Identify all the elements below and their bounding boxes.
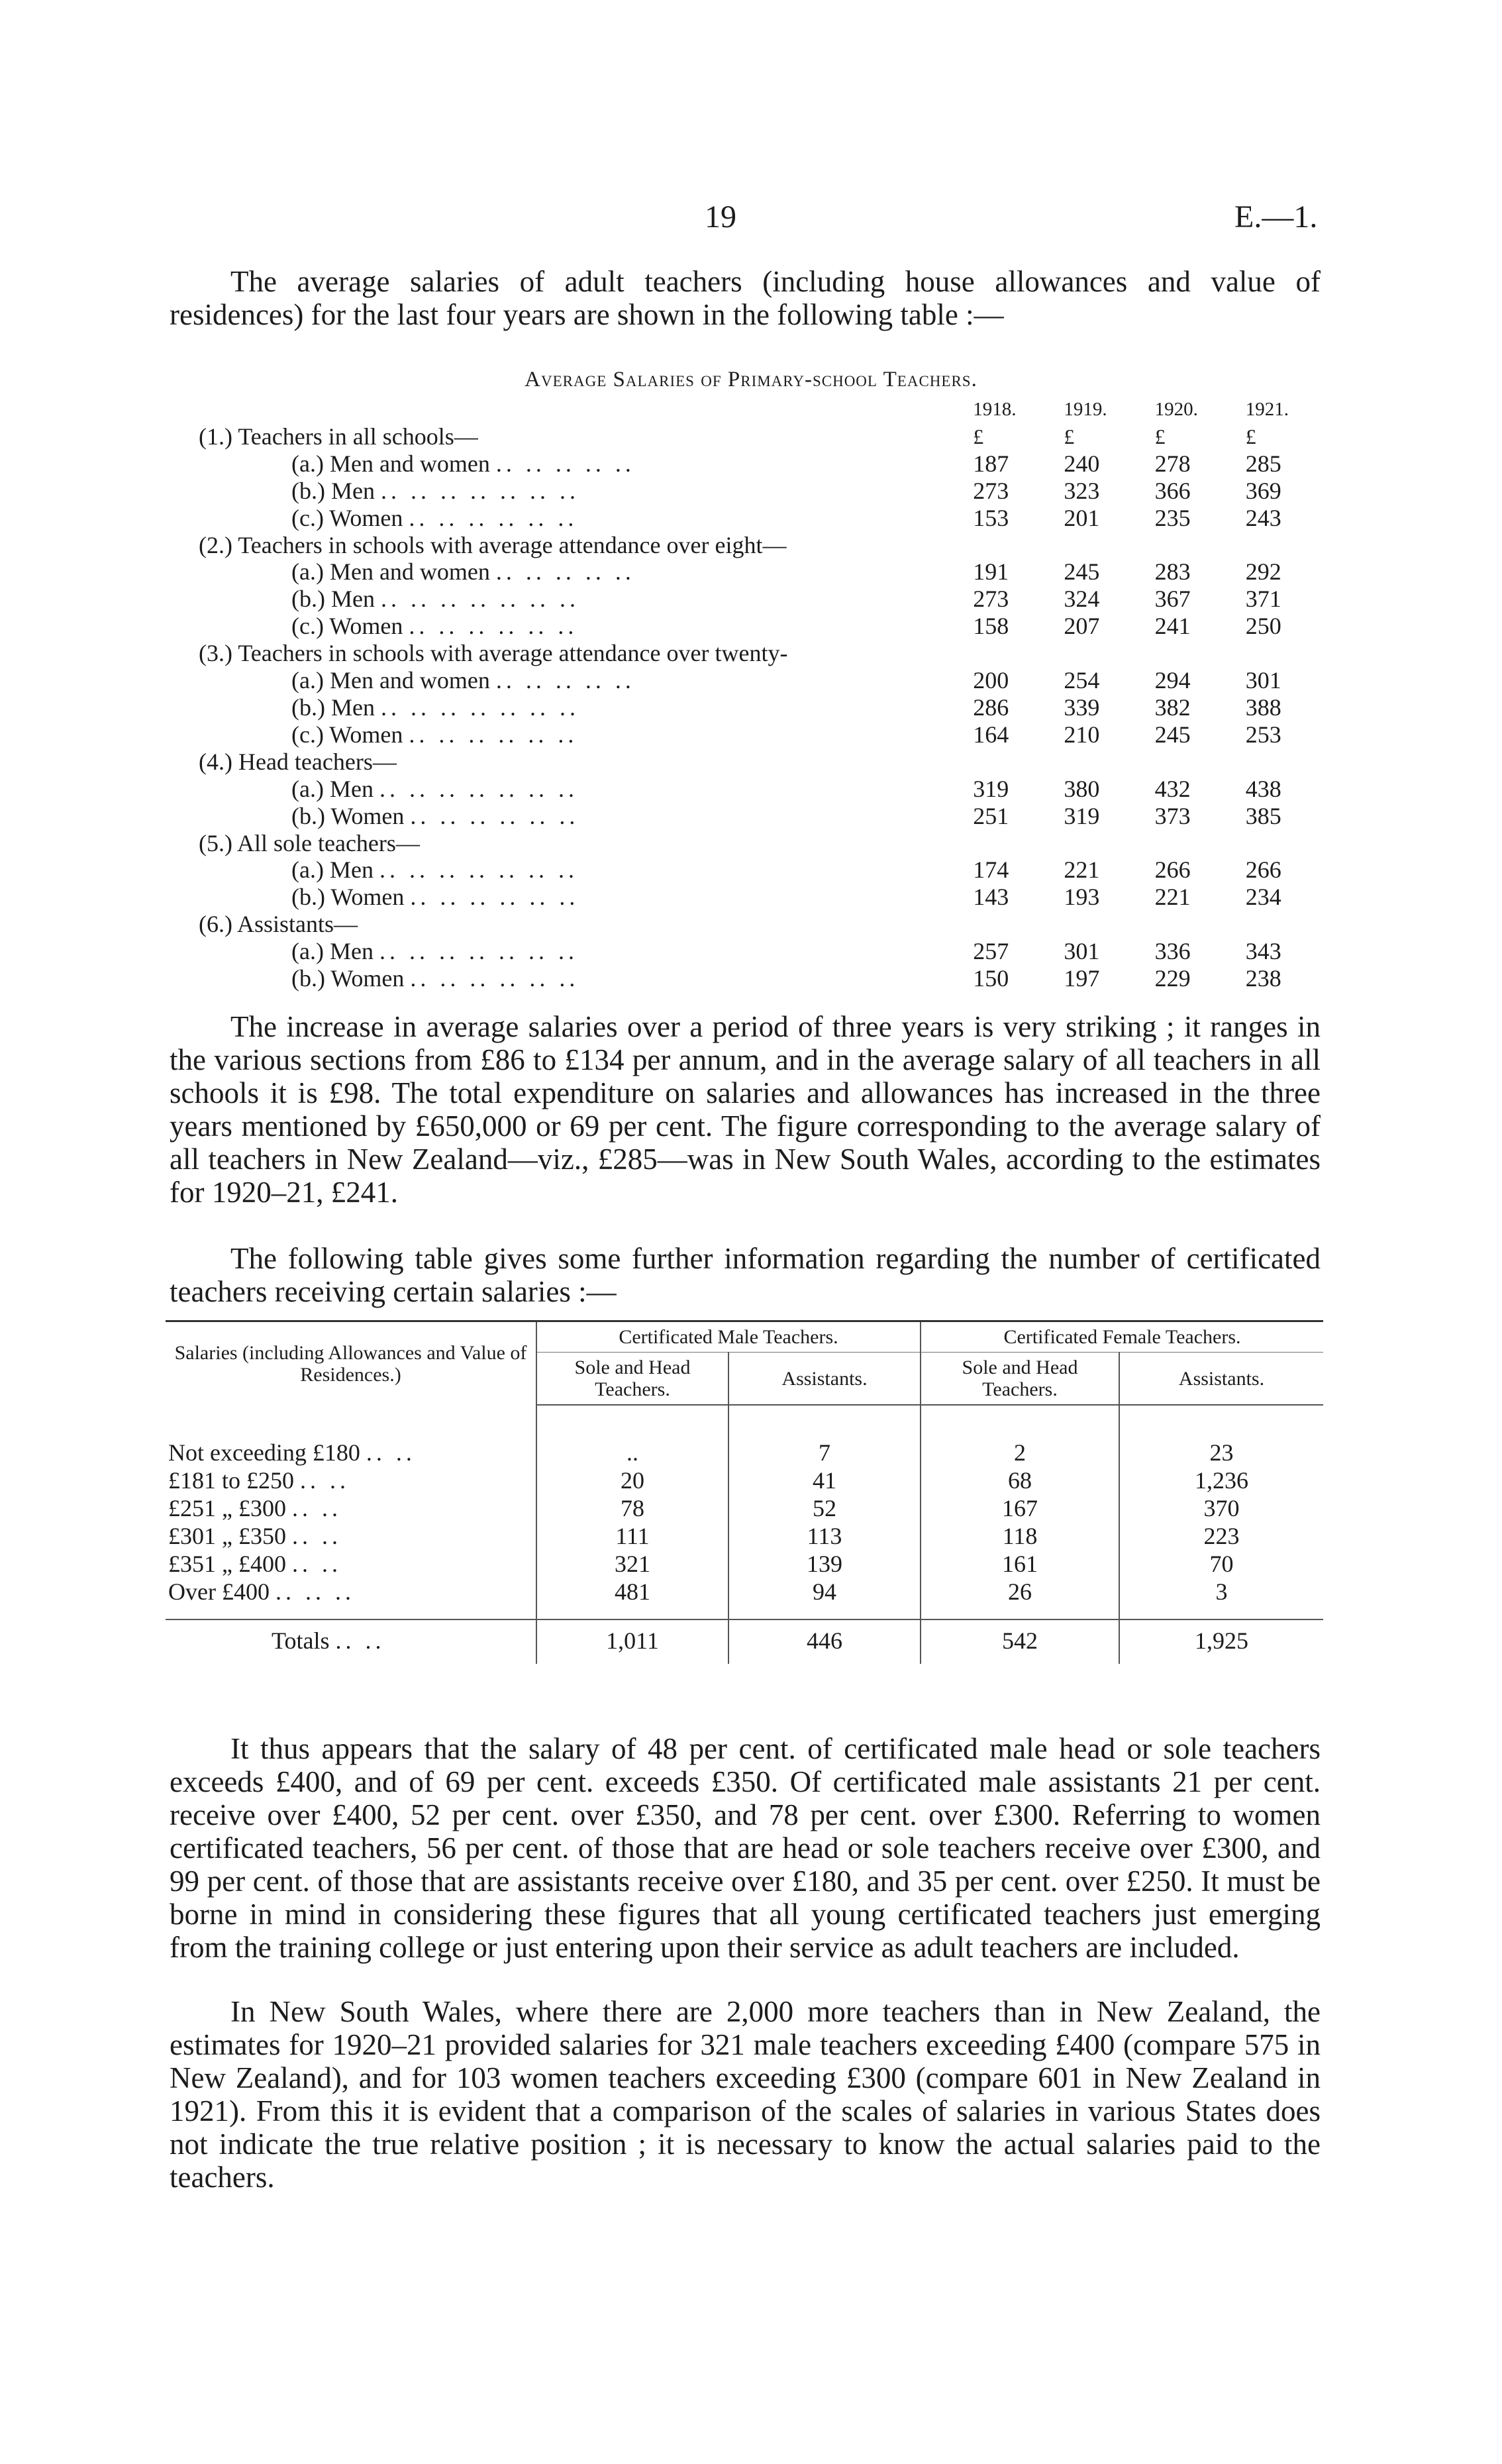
row-label: £181 to £250 .. ..	[168, 1467, 350, 1494]
table-row	[199, 938, 1325, 965]
cell-value: 243	[1245, 504, 1281, 531]
cell-value: 197	[1064, 965, 1100, 992]
paragraph-table-intro: The following table gives some further information regarding the number of certificated teachers receiving certain salaries :—	[170, 1242, 1321, 1308]
male-assistants-header: Assistants.	[728, 1353, 921, 1406]
cell-value: 385	[1245, 802, 1281, 829]
cell-value: ..	[536, 1405, 728, 1466]
cell-value: 292	[1245, 558, 1281, 586]
total-value: 542	[921, 1619, 1119, 1664]
row-label: Over £400 .. .. ..	[168, 1578, 355, 1605]
cell-value: 321	[536, 1550, 728, 1578]
cell-value: 150	[973, 965, 1009, 992]
female-sole-header: Sole and Head Teachers.	[921, 1353, 1119, 1406]
cell-value: 164	[973, 721, 1009, 748]
total-value: 446	[728, 1619, 921, 1664]
table-row	[199, 721, 1325, 748]
paragraph-salary-increase: The increase in average salaries over a period of three years is very striking ; it ranges in the various sections from £86 to £134 per annum, and in the average salary of all teachers in all schools it is £98. The total expenditure on salaries and allowances has increased in the three years mentioned by £650,000 or 69 per cent. The figure corresponding to the average salary of all teachers in New Zealand—viz., £285—was in New South Wales, according to the estimates for 1920–21, £241.	[170, 1010, 1321, 1209]
table-row	[199, 965, 1325, 992]
row-label: (b.) Men .. .. .. .. .. .. ..	[291, 477, 579, 504]
cell-value: 438	[1245, 775, 1281, 802]
cell-value: 111	[536, 1522, 728, 1550]
table-row	[199, 505, 1325, 532]
table-row	[199, 803, 1325, 830]
cell-value: 324	[1064, 586, 1100, 613]
group-label: (3.) Teachers in schools with average attendance over twenty-	[199, 640, 788, 667]
cell-value: 286	[973, 693, 1009, 721]
cell-value: 223	[1119, 1522, 1323, 1550]
group-label: (4.) Head teachers—	[199, 748, 397, 775]
cell-value: 68	[921, 1466, 1119, 1494]
cell-value: 301	[1064, 938, 1100, 965]
table-row	[199, 667, 1325, 694]
row-label: (a.) Men and women .. .. .. .. ..	[291, 450, 635, 477]
cell-value: 273	[973, 477, 1009, 504]
cell-value: 26	[921, 1578, 1119, 1619]
cell-value: 23	[1119, 1405, 1323, 1466]
year-header: 1918.	[973, 399, 1017, 420]
page-number: 19	[705, 199, 736, 234]
cell-value: 20	[536, 1466, 728, 1494]
cell-value: 367	[1154, 586, 1191, 613]
male-sole-header: Sole and Head Teachers.	[536, 1353, 728, 1406]
row-label: (c.) Women .. .. .. .. .. ..	[291, 721, 578, 748]
cell-value: 3	[1119, 1578, 1323, 1619]
cell-value: 221	[1064, 856, 1100, 884]
cell-value: 1,236	[1119, 1466, 1323, 1494]
cell-value: 245	[1064, 558, 1100, 586]
cell-value: 158	[973, 613, 1009, 640]
year-header: 1919.	[1064, 399, 1107, 420]
table-row	[199, 856, 1325, 884]
group-label: (6.) Assistants—	[199, 911, 358, 938]
group-row	[199, 640, 1325, 667]
row-label: (b.) Women .. .. .. .. .. ..	[291, 802, 579, 829]
table1-title: Average Salaries of Primary-school Teachers.	[525, 368, 977, 391]
cell-value: 380	[1064, 775, 1100, 802]
cell-value: 235	[1154, 504, 1191, 531]
group-label: (5.) All sole teachers—	[199, 829, 420, 856]
female-assistants-header: Assistants.	[1119, 1353, 1323, 1406]
cell-value: 319	[973, 775, 1009, 802]
cell-value: 167	[921, 1494, 1119, 1522]
currency-mark: £	[1064, 424, 1075, 448]
table-row	[166, 1466, 1323, 1494]
cell-value: 113	[728, 1522, 921, 1550]
row-label: (a.) Men .. .. .. .. .. .. ..	[291, 856, 578, 884]
cell-value: 7	[728, 1405, 921, 1466]
cell-value: 174	[973, 856, 1009, 884]
cell-value: 343	[1245, 938, 1281, 965]
cell-value: 366	[1154, 477, 1191, 504]
cell-value: 301	[1245, 667, 1281, 694]
cell-value: 266	[1154, 856, 1191, 884]
certificated-teachers-table	[166, 1320, 1323, 1664]
cell-value: 143	[973, 884, 1009, 911]
cell-value: 323	[1064, 477, 1100, 504]
row-label: (b.) Women .. .. .. .. .. ..	[291, 965, 579, 992]
series-code: E.—1.	[1234, 199, 1318, 234]
table-row	[166, 1405, 1323, 1466]
table-row	[166, 1522, 1323, 1550]
row-label: (b.) Men .. .. .. .. .. .. ..	[291, 693, 579, 721]
cell-value: 187	[973, 450, 1009, 477]
year-header-row	[199, 396, 1325, 423]
totals-label: Totals .. ..	[166, 1619, 536, 1664]
cell-value: 388	[1245, 693, 1281, 721]
cell-value: 221	[1154, 884, 1191, 911]
total-value: 1,011	[536, 1619, 728, 1664]
cell-value: 200	[973, 667, 1009, 694]
table-row	[199, 884, 1325, 911]
cell-value: 294	[1154, 667, 1191, 694]
total-value: 1,925	[1119, 1619, 1323, 1664]
cell-value: 94	[728, 1578, 921, 1619]
row-label: Not exceeding £180 .. ..	[168, 1439, 416, 1466]
cell-value: 240	[1064, 450, 1100, 477]
cell-value: 70	[1119, 1550, 1323, 1578]
cell-value: 139	[728, 1550, 921, 1578]
cell-value: 432	[1154, 775, 1191, 802]
average-salaries-table	[199, 396, 1325, 992]
group-row	[199, 830, 1325, 857]
table-row	[199, 694, 1325, 721]
cell-value: 253	[1245, 721, 1281, 748]
row-label: £301 „ £350 .. ..	[168, 1523, 342, 1549]
table-row	[166, 1550, 1323, 1578]
group-label: (2.) Teachers in schools with average attendance over eight—	[199, 531, 787, 558]
group-label: (1.) Teachers in all schools—	[199, 423, 478, 450]
cell-value: 207	[1064, 613, 1100, 640]
currency-mark: £	[1245, 424, 1256, 448]
group-row	[199, 748, 1325, 776]
row-label: (b.) Men .. .. .. .. .. .. ..	[291, 586, 579, 613]
cell-value: 481	[536, 1578, 728, 1619]
group-row	[199, 911, 1325, 938]
cell-value: 52	[728, 1494, 921, 1522]
cell-value: 283	[1154, 558, 1191, 586]
row-label: (a.) Men .. .. .. .. .. .. ..	[291, 938, 578, 965]
cell-value: 191	[973, 558, 1009, 586]
row-label: (c.) Women .. .. .. .. .. ..	[291, 504, 578, 531]
currency-mark: £	[973, 424, 984, 448]
cell-value: 78	[536, 1494, 728, 1522]
table-row	[199, 558, 1325, 586]
cell-value: 273	[973, 586, 1009, 613]
cell-value: 250	[1245, 613, 1281, 640]
cell-value: 41	[728, 1466, 921, 1494]
table-row	[199, 450, 1325, 478]
cell-value: 161	[921, 1550, 1119, 1578]
paragraph-analysis: It thus appears that the salary of 48 per cent. of certificated male head or sole teachers exceeds £400, and of 69 per cent. exceeds £350. Of certificated male assistants 21 per cent. receive over £400, 52 per cent. over £350, and 78 per cent. over £300. Referring to women certificated teachers, 56 per cent. of those that are head or sole teachers receive over £300, and 99 per cent. of those that are assistants receive over £180, and 35 per cent. over £250. It must be borne in mind in considering these figures that all young certificated teachers just emerging from the training college or just entering upon their service as adult teachers are included.	[170, 1732, 1321, 1964]
year-header: 1920.	[1154, 399, 1198, 420]
cell-value: 285	[1245, 450, 1281, 477]
table-row	[166, 1494, 1323, 1522]
paragraph-nsw-comparison: In New South Wales, where there are 2,000 more teachers than in New Zealand, the estimates for 1920–21 provided salaries for 321 male teachers exceeding £400 (compare 575 in New Zealand), and for 103 women teachers exceeding £300 (compare 601 in New Zealand in 1921). From this it is evident that a comparison of the scales of salaries in various States does not indicate the true relative position ; it is necessary to know the actual salaries paid to the teachers.	[170, 1995, 1321, 2194]
table-row	[199, 586, 1325, 613]
salary-column-header: Salaries (including Allowances and Value of Residences.)	[166, 1321, 536, 1406]
totals-row	[166, 1619, 1323, 1664]
cell-value: 234	[1245, 884, 1281, 911]
cell-value: 251	[973, 802, 1009, 829]
row-label: (b.) Women .. .. .. .. .. ..	[291, 884, 579, 911]
cell-value: 370	[1119, 1494, 1323, 1522]
cell-value: 241	[1154, 613, 1191, 640]
row-label: (c.) Women .. .. .. .. .. ..	[291, 613, 578, 640]
cell-value: 201	[1064, 504, 1100, 531]
cell-value: 339	[1064, 693, 1100, 721]
cell-value: 373	[1154, 802, 1191, 829]
table-row	[166, 1578, 1323, 1619]
group-row	[199, 532, 1325, 559]
cell-value: 382	[1154, 693, 1191, 721]
group-row	[199, 423, 1325, 450]
row-label: (a.) Men .. .. .. .. .. .. ..	[291, 775, 578, 802]
cell-value: 2	[921, 1405, 1119, 1466]
year-header: 1921.	[1245, 399, 1289, 420]
table-row	[199, 478, 1325, 505]
cell-value: 371	[1245, 586, 1281, 613]
cell-value: 193	[1064, 884, 1100, 911]
cell-value: 257	[973, 938, 1009, 965]
cell-value: 254	[1064, 667, 1100, 694]
cell-value: 118	[921, 1522, 1119, 1550]
female-group-header: Certificated Female Teachers.	[921, 1321, 1323, 1353]
table-row	[199, 613, 1325, 640]
table-row	[199, 776, 1325, 803]
cell-value: 266	[1245, 856, 1281, 884]
row-label: £251 „ £300 .. ..	[168, 1495, 342, 1521]
cell-value: 229	[1154, 965, 1191, 992]
cell-value: 210	[1064, 721, 1100, 748]
currency-mark: £	[1154, 424, 1166, 448]
male-group-header: Certificated Male Teachers.	[536, 1321, 921, 1353]
cell-value: 153	[973, 504, 1009, 531]
cell-value: 319	[1064, 802, 1100, 829]
intro-paragraph: The average salaries of adult teachers (including house allowances and value of residences) for the last four years are shown in the following table :—	[170, 265, 1321, 331]
row-label: (a.) Men and women .. .. .. .. ..	[291, 558, 635, 586]
row-label: £351 „ £400 .. ..	[168, 1551, 342, 1577]
row-label: (a.) Men and women .. .. .. .. ..	[291, 667, 635, 694]
cell-value: 245	[1154, 721, 1191, 748]
cell-value: 369	[1245, 477, 1281, 504]
cell-value: 278	[1154, 450, 1191, 477]
cell-value: 238	[1245, 965, 1281, 992]
cell-value: 336	[1154, 938, 1191, 965]
